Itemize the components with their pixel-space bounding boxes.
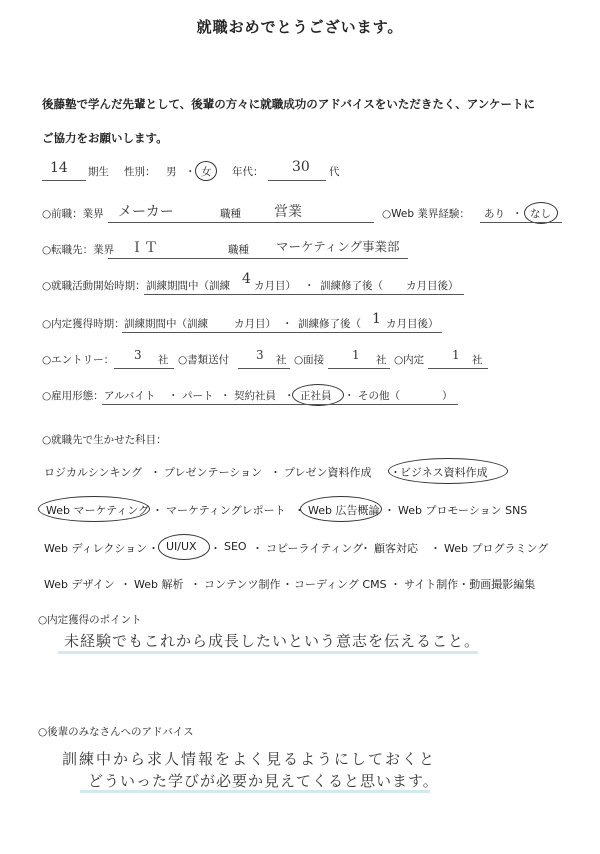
subject-item: Web 解析 (134, 578, 184, 591)
new-job-label: ○転職先：業界 (42, 244, 115, 256)
subject-dot: ・ (282, 578, 293, 591)
subject-dot: ・ (210, 542, 221, 555)
interview-value: 1 (352, 348, 360, 362)
employment-contract: 契約社員 (234, 390, 276, 402)
docs-label: ○書類送付 (178, 354, 230, 366)
web-exp-yes: あり (484, 208, 505, 220)
offer-underline (428, 368, 488, 369)
web-exp-dot: ・ (512, 208, 523, 220)
gender-label: 性別： (124, 166, 156, 178)
employment-dot: ・ (220, 390, 231, 402)
page-title: 就職おめでとうございます。 (196, 18, 404, 36)
offer-time-label: ○内定獲得時期： (42, 318, 125, 330)
gender-circle (195, 161, 217, 181)
job-hunt-after: 訓練修了後（ (320, 280, 383, 292)
interview-label: ○面接 (294, 354, 325, 366)
interview-unit: 社 (376, 354, 387, 366)
subjects-label: ○就職先で生かせた科目： (42, 434, 167, 446)
web-exp-label: ○Web 業界経験： (382, 208, 470, 220)
subject-dot: ・ (384, 504, 395, 517)
employment-dot: ・ (284, 390, 295, 402)
web-exp-underline (480, 222, 562, 223)
offer-unit: 社 (472, 354, 483, 366)
employment-label: ○雇用形態： (42, 390, 104, 402)
subject-dot: ・ (190, 578, 201, 591)
job-hunt-months: 4 (242, 271, 251, 287)
points-label: ○内定獲得のポイント (38, 614, 142, 626)
subject-item: マーケティングレポート (166, 504, 286, 517)
prev-job-label: ○前職：業界 (42, 208, 104, 220)
subjects-row-4 (44, 576, 584, 596)
new-job-underline (108, 258, 408, 259)
points-highlight (58, 651, 478, 654)
offer-time-underline (122, 332, 442, 333)
new-job-role: マーケティング事業部 (276, 239, 400, 254)
prev-job-role: 営業 (274, 204, 302, 220)
offer-label: ○内定 (394, 354, 425, 366)
subject-item: ロジカルシンキング (44, 466, 143, 479)
subject-item: コンテンツ制作 (204, 578, 281, 591)
employment-full-time: 正社員 (300, 390, 332, 402)
advice-line-1: 訓練中から求人情報をよく見るようにしておくと (62, 750, 437, 768)
entry-value: 3 (134, 348, 142, 362)
subject-item: Web ディレクション (44, 542, 148, 555)
interview-underline (328, 368, 390, 369)
new-job-industry: ＩＴ (130, 240, 158, 256)
subject-item: 顧客対応 (374, 542, 418, 555)
subject-item: Web マーケティング (46, 504, 150, 517)
subject-item: コーディング CMS (294, 578, 387, 591)
job-hunt-start-label: ○就職活動開始時期： (42, 280, 146, 292)
subject-item: Web プロモーション SNS (398, 504, 528, 517)
offer-time-after: 訓練修了後（ (298, 318, 361, 330)
employment-part: パート (182, 390, 214, 402)
points-answer: 未経験でもこれから成長したいという意志を伝えること。 (64, 632, 481, 650)
subject-circle (158, 534, 210, 560)
gender-male: 男 (166, 166, 177, 178)
employment-dot: ・ (344, 390, 355, 402)
employment-circle (292, 384, 344, 406)
age-label: 年代： (232, 166, 264, 178)
subject-dot: ・ (120, 578, 131, 591)
age-suffix: 代 (329, 166, 340, 178)
gender-dot: ・ (185, 166, 196, 178)
gender-female: 女 (201, 166, 212, 178)
employment-underline (102, 404, 458, 405)
subject-item: Web デザイン (44, 578, 115, 591)
intro-line-2: ご協力をお願いします。 (42, 131, 168, 145)
term-value: 14 (50, 160, 68, 176)
job-hunt-underline (144, 294, 464, 295)
docs-unit: 社 (276, 354, 287, 366)
subject-item: ビジネス資料作成 (400, 466, 488, 479)
employment-dot: ・ (168, 390, 179, 402)
offer-time-during: 訓練期間中（訓練 (124, 318, 208, 330)
new-job-role-label: 職種 (228, 244, 249, 256)
job-hunt-after-suffix: カ月目後） (406, 280, 459, 292)
subject-item: UI/UX (166, 540, 197, 553)
subject-item: SEO (224, 540, 247, 553)
employment-other-close: ） (442, 390, 453, 402)
subject-dot: ・ (270, 466, 281, 479)
entry-underline (114, 368, 174, 369)
term-label: 期生 (88, 166, 109, 178)
age-underline (268, 180, 326, 181)
job-hunt-dot: ・ (304, 280, 315, 292)
docs-value: 3 (256, 348, 264, 362)
subject-dot: ・ (150, 466, 161, 479)
employment-other: その他（ (358, 390, 400, 402)
subject-item: Web プログラミング (444, 542, 549, 555)
entry-label: ○エントリー： (42, 354, 115, 366)
subjects-row-1 (44, 464, 564, 484)
subject-item: サイト制作・動画撮影編集 (404, 578, 536, 591)
subject-dot: ・ (148, 542, 159, 555)
subject-dot: ・ (390, 578, 401, 591)
subjects-row-3 (44, 540, 584, 560)
subject-dot: ・ (430, 542, 441, 555)
prev-job-underline (108, 222, 374, 223)
subject-dot: ・ (252, 542, 263, 555)
prev-job-row (42, 206, 582, 226)
subject-circle (38, 496, 150, 522)
subject-circle (300, 496, 382, 522)
job-hunt-month-suffix: カ月目） (254, 280, 296, 292)
offer-value: 1 (452, 348, 460, 362)
subject-circle (388, 458, 508, 484)
prev-job-industry: メーカー (118, 204, 174, 220)
advice-line-2: どういった学びが必要か見えてくると思います。 (88, 772, 439, 790)
subjects-row-2 (44, 502, 584, 522)
employment-part-time: アルバイト (104, 390, 156, 402)
web-exp-no: なし (530, 208, 551, 220)
term-underline (42, 180, 86, 181)
intro-line-1: 後藤塾で学んだ先輩として、後輩の方々に就職成功のアドバイスをいただきたく、アンケートに (42, 97, 535, 111)
subject-dot: ・ (360, 542, 371, 555)
advice-label: ○後輩のみなさんへのアドバイス (38, 726, 194, 738)
subject-dot: ・ (294, 504, 305, 517)
job-hunt-during: 訓練期間中（訓練 (146, 280, 230, 292)
age-value: 30 (292, 159, 310, 175)
offer-time-dot: ・ (282, 318, 293, 330)
offer-time-month-suffix: カ月目） (234, 318, 276, 330)
subject-item: プレゼンテーション (164, 466, 263, 479)
subject-item: プレゼン資料作成 (284, 466, 372, 479)
docs-underline (238, 368, 290, 369)
subject-dot: ・ (152, 504, 163, 517)
web-exp-circle (524, 202, 558, 224)
subject-dot: ・ (390, 466, 401, 479)
prev-job-role-label: 職種 (220, 208, 241, 220)
subject-item: コピーライティング (266, 542, 364, 555)
subject-item: Web 広告概論 (308, 504, 380, 517)
offer-time-after-suffix: カ月目後） (386, 318, 439, 330)
offer-time-after-value: 1 (372, 311, 381, 327)
entry-unit: 社 (158, 354, 169, 366)
